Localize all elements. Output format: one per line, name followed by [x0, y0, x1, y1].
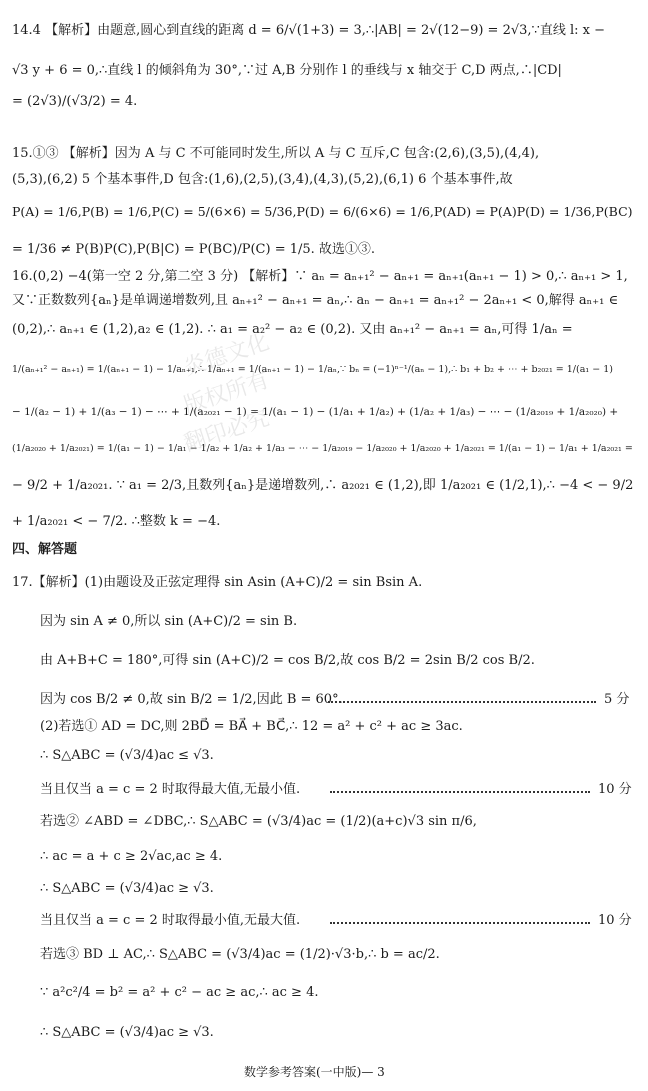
section-heading: 四、解答题 [12, 542, 78, 557]
score-10-b: 10 分 [598, 913, 632, 928]
q17-line-6: ∴ S△ABC = (√3/4)ac ≤ √3. [40, 748, 214, 763]
q17-line-2: 因为 sin A ≠ 0,所以 sin (A+C)/2 = sin B. [40, 614, 298, 629]
q17-line-7: 当且仅当 a = c = 2 时取得最大值,无最小值. [40, 782, 301, 797]
watermark-line-3: 翻印必究 [180, 405, 273, 457]
watermark-line-2: 版权所有 [180, 367, 273, 419]
q15-line-2: (5,3),(6,2) 5 个基本事件,D 包含:(1,6),(2,5),(3,4),(4,3),(5,2),(6,1) 6 个基本事件,故 [12, 172, 513, 187]
q16-line-2: 又∵正数数列{aₙ}是单调递增数列,且 aₙ₊₁² − aₙ₊₁ = aₙ,∴ aₙ − aₙ₊₁ = aₙ₊₁² − 2aₙ₊₁ < 0,解得 aₙ₊₁ ∈ [12, 293, 619, 308]
q15-line-3: P(A) = 1/6,P(B) = 1/6,P(C) = 5/(6×6) = 5/36,P(D) = 6/(6×6) = 1/6,P(AD) = P(A)P(D) = 1/36,P(BC) [12, 204, 633, 219]
watermark-line-1: 炎德文化 [180, 329, 273, 381]
q17-line-12: 若选③ BD ⊥ AC,∴ S△ABC = (√3/4)ac = (1/2)·√3·b,∴ b = ac/2. [40, 947, 440, 962]
q16-line-4: 1/(aₙ₊₁² − aₙ₊₁) = 1/(aₙ₊₁ − 1) − 1/aₙ₊₁,∴ 1/aₙ₊₁ = 1/(aₙ₊₁ − 1) − 1/aₙ,∵ bₙ = (−1)ⁿ⁻¹/(aₙ − 1),∴ b₁ + b₂ + ⋯ + b₂₀₂₁ = 1/(a₁ − 1) [12, 364, 613, 375]
score-leader-3 [330, 922, 590, 924]
q14-line-2: √3 y + 6 = 0,∴直线 l 的倾斜角为 30°,∵过 A,B 分别作 l 的垂线与 x 轴交于 C,D 两点,∴|CD| [12, 63, 562, 78]
q17-line-14: ∴ S△ABC = (√3/4)ac ≥ √3. [40, 1025, 214, 1040]
q17-line-1: 17.【解析】(1)由题设及正弦定理得 sin Asin (A+C)/2 = sin Bsin A. [12, 575, 423, 590]
score-leader-1 [328, 701, 596, 703]
q17-line-3: 由 A+B+C = 180°,可得 sin (A+C)/2 = cos B/2,故 cos B/2 = 2sin B/2 cos B/2. [40, 653, 535, 668]
page-footer: 数学参考答案(一中版)— 3 [244, 1065, 385, 1079]
q15-line-1: 15.①③ 【解析】因为 A 与 C 不可能同时发生,所以 A 与 C 互斥,C 包含:(2,6),(3,5),(4,4), [12, 146, 540, 161]
q14-line-1: 14.4 【解析】由题意,圆心到直线的距离 d = 6/√(1+3) = 3,∴|AB| = 2√(12−9) = 2√3,∵直线 l: x − [12, 23, 605, 38]
q14-line-3: = (2√3)/(√3/2) = 4. [12, 94, 138, 109]
q17-line-11: 当且仅当 a = c = 2 时取得最小值,无最大值. [40, 913, 301, 928]
q16-line-5: − 1/(a₂ − 1) + 1/(a₃ − 1) − ⋯ + 1/(a₂₀₂₁ − 1) = 1/(a₁ − 1) − (1/a₁ + 1/a₂) + (1/a₂ + 1/a₃) − ⋯ − (1/a₂₀₁₉ + 1/a₂₀₂₀) + [12, 406, 619, 418]
q16-line-1: 16.(0,2) −4(第一空 2 分,第二空 3 分) 【解析】∵ aₙ = aₙ₊₁² − aₙ₊₁ = aₙ₊₁(aₙ₊₁ − 1) > 0,∴ aₙ₊₁ > 1, [12, 269, 628, 284]
q17-line-10: ∴ S△ABC = (√3/4)ac ≥ √3. [40, 881, 214, 896]
q16-line-3: (0,2),∴ aₙ₊₁ ∈ (1,2),a₂ ∈ (1,2). ∴ a₁ = a₂² − a₂ ∈ (0,2). 又由 aₙ₊₁² − aₙ₊₁ = aₙ,可得 1/aₙ = [12, 322, 573, 337]
q17-line-4: 因为 cos B/2 ≠ 0,故 sin B/2 = 1/2,因此 B = 60°. [40, 692, 343, 707]
q16-line-8: + 1/a₂₀₂₁ < − 7/2. ∴整数 k = −4. [12, 514, 221, 529]
q17-line-5: (2)若选① AD = DC,则 2BD⃗ = BA⃗ + BC⃗,∴ 12 = a² + c² + ac ≥ 3ac. [40, 719, 463, 734]
score-10-a: 10 分 [598, 782, 632, 797]
q16-line-6: (1/a₂₀₂₀ + 1/a₂₀₂₁) = 1/(a₁ − 1) − 1/a₁ − 1/a₂ + 1/a₂ + 1/a₃ − ⋯ − 1/a₂₀₁₉ − 1/a₂₀₂₀ + 1/a₂₀₂₀ + 1/a₂₀₂₁ = 1/(a₁ − 1) − 1/a₁ + 1/a₂₀₂₁ = [12, 443, 633, 454]
q16-line-7: − 9/2 + 1/a₂₀₂₁. ∵ a₁ = 2/3,且数列{aₙ}是递增数列,∴ a₂₀₂₁ ∈ (1,2),即 1/a₂₀₂₁ ∈ (1/2,1),∴ −4 < − 9/2 [12, 478, 634, 493]
q17-line-13: ∵ a²c²/4 = b² = a² + c² − ac ≥ ac,∴ ac ≥ 4. [40, 985, 319, 1000]
q17-line-8: 若选② ∠ABD = ∠DBC,∴ S△ABC = (√3/4)ac = (1/2)(a+c)√3 sin π/6, [40, 814, 477, 829]
score-5: 5 分 [604, 692, 630, 707]
score-leader-2 [330, 791, 590, 793]
q15-line-4: = 1/36 ≠ P(B)P(C),P(B|C) = P(BC)/P(C) = 1/5. 故选①③. [12, 242, 376, 257]
q17-line-9: ∴ ac = a + c ≥ 2√ac,ac ≥ 4. [40, 849, 223, 864]
